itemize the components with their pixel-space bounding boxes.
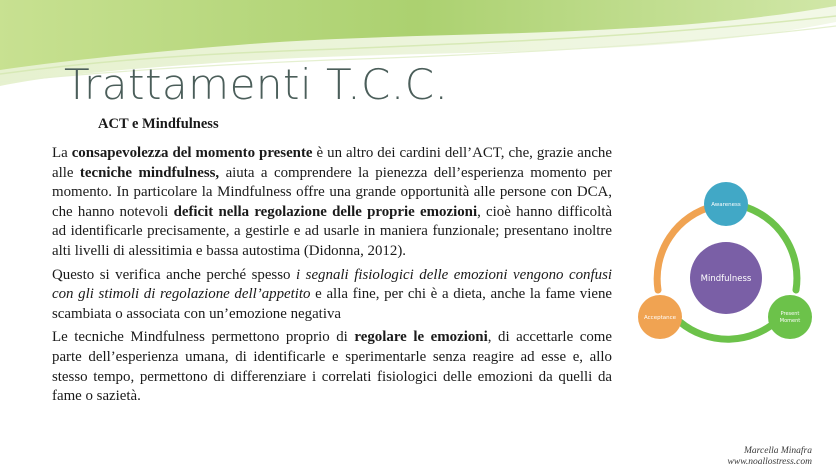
slide-subtitle: ACT e Mindfulness xyxy=(98,116,219,132)
signature-website: www.noallostress.com xyxy=(727,457,812,467)
signature xyxy=(728,446,812,468)
paragraph-3: Le tecniche Mindfulness permettono proprio di regolare le emozioni, di accettarle come parte dell’esperienza umana, di identificarle e sperimentarle senza reagire ad esse e, allo stesso tempo, permettono di differenziare i correlati fisiologici delle emozioni da quelli da fame o sazietà. xyxy=(52,329,612,405)
present-label-line1: Present xyxy=(780,311,800,317)
paragraph-2: Questo si verifica anche perché spesso i segnali fisiologici delle emozioni vengono confusi con gli stimoli di regolazione dell’appetito e alla fine, per chi è a dieta, anche la fame viene scambiata o associata con un’emozione negativa xyxy=(52,266,613,322)
signature-name: Marcella Minafra xyxy=(744,446,812,456)
paragraph-1: La consapevolezza del momento presente è un altro dei cardini dell’ACT, che, grazie anche alle tecniche mindfulness, aiuta a comprendere la pienezza dell’esperienza momento per momento. In particolare la Mindfulness offre una grande opportunità alle persone con DCA, che hanno notevoli deficit nella regolazione delle proprie emozioni, cioè hanno difficoltà ad identificarle precisamente, a gestirle e ad usarle in maniera funzionale; presentano inoltre alti livelli di alessitimia e bassa autostima (Didonna, 2012). xyxy=(52,145,612,259)
awareness-label: Awareness xyxy=(711,202,741,208)
acceptance-label: Acceptance xyxy=(643,315,677,321)
body-text xyxy=(52,144,612,411)
mindfulness-cycle-diagram xyxy=(628,172,828,362)
slide-title: Trattamenti T.C.C. xyxy=(64,60,449,109)
mindfulness-label: Mindfulness xyxy=(700,274,752,284)
present-moment-circle xyxy=(768,295,812,339)
present-label-line2: Moment xyxy=(779,318,801,324)
arc-present-acceptance xyxy=(680,320,778,339)
